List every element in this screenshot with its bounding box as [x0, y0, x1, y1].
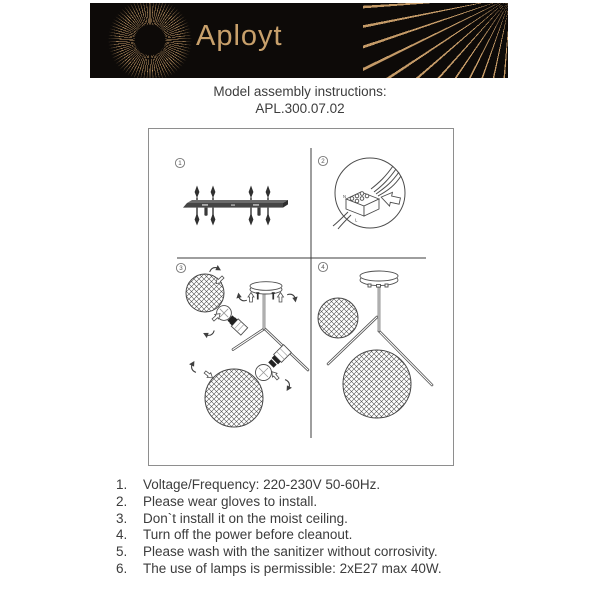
mounting-bar	[183, 200, 288, 208]
item-number: 1.	[116, 477, 128, 492]
list-item	[116, 561, 442, 578]
rotate-arrow-icon	[202, 327, 215, 340]
item-number: 6.	[116, 560, 128, 576]
decorative-rays-icon	[363, 3, 508, 78]
up-arrow-icon	[248, 293, 254, 303]
item-number: 4.	[116, 527, 128, 543]
terminal-block	[346, 192, 379, 216]
svg-text:4: 4	[321, 264, 325, 272]
title-block	[0, 84, 600, 117]
sunburst-logo-icon	[107, 3, 193, 78]
brand-name: Aployt	[196, 20, 283, 52]
item-number: 5.	[116, 544, 128, 560]
step1-badge	[175, 158, 184, 167]
svg-text:3: 3	[179, 265, 183, 273]
item-text: The use of lamps is permissible: 2xE27 max 40W.	[143, 560, 442, 576]
list-item	[116, 511, 442, 528]
rotate-arrow-icon	[210, 263, 223, 276]
svg-text:1: 1	[178, 160, 182, 168]
item-text: Please wear gloves to install.	[143, 493, 318, 509]
light-bulb-icon	[256, 365, 272, 381]
ceiling-canopy	[360, 271, 398, 287]
rotate-arrow-icon	[281, 380, 294, 393]
step4-drawing	[318, 271, 432, 418]
page-title: Model assembly instructions:	[213, 84, 387, 99]
list-item	[116, 477, 442, 494]
mesh-shade-small	[318, 298, 358, 338]
rotate-arrow-icon	[187, 360, 200, 373]
item-text: Voltage/Frequency: 220-230V 50-60Hz.	[143, 477, 381, 492]
rotate-arrow-icon	[235, 291, 246, 302]
step1-drawing	[183, 186, 288, 226]
magnifier-circle-icon	[335, 158, 405, 228]
brand-banner	[90, 3, 508, 78]
svg-text:2: 2	[321, 158, 325, 166]
step4-badge	[318, 262, 327, 271]
instructions-list	[116, 477, 442, 578]
item-text: Please wash with the sanitizer without corrosivity.	[143, 544, 438, 560]
wire-label-n: N	[343, 194, 347, 199]
step2-drawing	[333, 158, 405, 229]
rotate-arrow-icon	[287, 293, 298, 304]
assembly-diagram-panel	[148, 128, 454, 466]
list-item	[116, 527, 442, 544]
step3-badge	[176, 263, 185, 272]
list-item	[116, 494, 442, 511]
mesh-shade-large	[343, 350, 411, 418]
model-code: APL.300.07.02	[255, 100, 345, 116]
up-arrow-icon	[278, 293, 284, 303]
item-number: 2.	[116, 493, 128, 509]
mesh-shade-large	[205, 369, 263, 427]
step3-drawing	[186, 263, 308, 427]
wire-label-l: L	[355, 217, 358, 223]
item-number: 3.	[116, 510, 128, 526]
item-text: Turn off the power before cleanout.	[143, 527, 353, 543]
list-item	[116, 544, 442, 561]
assembly-diagram	[149, 129, 453, 465]
item-text: Don`t install it on the moist ceiling.	[143, 510, 348, 526]
step2-badge	[318, 156, 327, 165]
